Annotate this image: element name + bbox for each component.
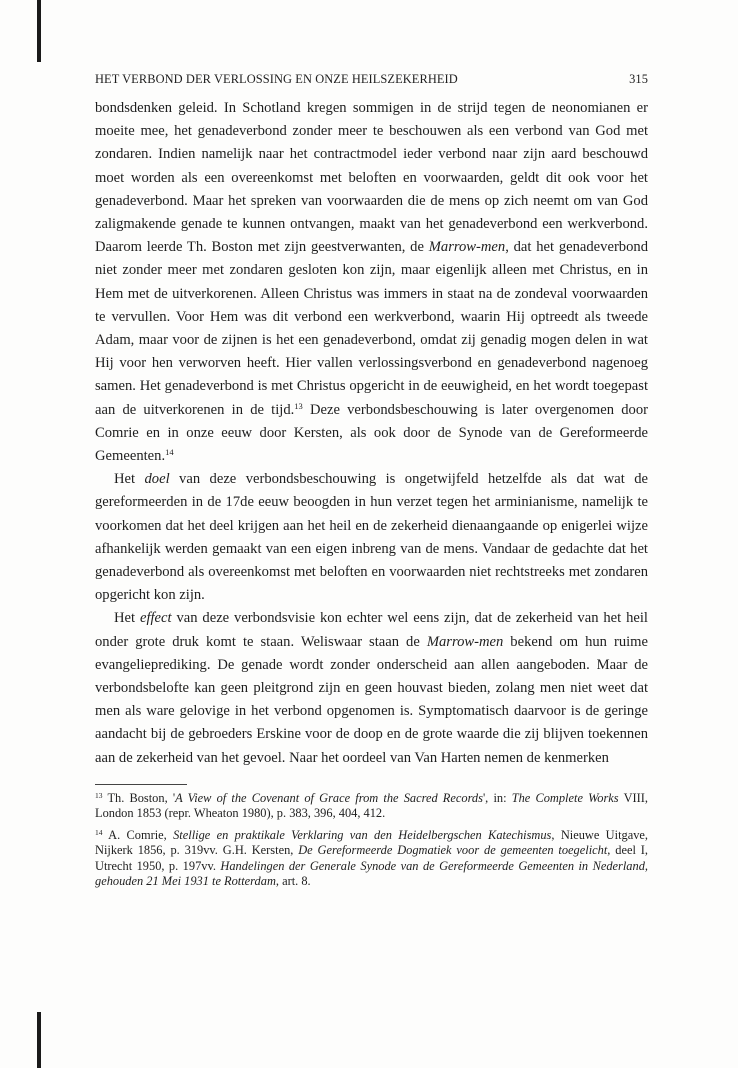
footnote-marker: 13 xyxy=(294,400,303,411)
footnote xyxy=(95,828,648,890)
text-run: Deze verbondsbeschouwing is later overgenomen door Comrie en in onze eeuw door Kersten, als ook door de Synode van de Gereformeerde Gemeenten. xyxy=(95,401,648,465)
italic-text: Marrow-men xyxy=(428,239,506,256)
italic-text: Handelingen der Generale Synode van de Gereformeerde Gemeenten in Nederland, gehouden 21 Mei 1931 te Rotterdam xyxy=(95,858,648,888)
italic-text: doel xyxy=(144,471,170,488)
footnote-marker: 14 xyxy=(95,827,103,837)
text-run: ', in: xyxy=(482,790,512,805)
italic-text: The Complete Works xyxy=(511,790,619,805)
footnote-marker: 14 xyxy=(165,447,174,458)
italic-text: De Gereformeerde Dogmatiek voor de gemeenten toegelicht xyxy=(298,843,608,858)
text-run: , dat het genadeverbond niet zonder meer met zondaren gesloten kon zijn, maar eigenlijk alleen met Christus, en in Hem met de uitverkorenen. Alleen Christus was immers in staat na de zondeval voorwaarden te vervullen. Voor Hem was dit verbond een werkverbond, waarin Hij optreedt als tweede Adam, maar voor de zijnen is het een genadeverbond, omdat zij genadig mogen delen in wat Hij voor hen verworven heeft. Hier vallen verlossingsverbond en genadeverbond nagenoeg samen. Het genadeverbond is met Christus opgericht in de eeuwigheid, en het wordt toegepast aan de uitverkorenen in de tijd. xyxy=(95,239,648,418)
footnote-separator xyxy=(95,784,187,785)
body-text xyxy=(95,97,648,770)
footnote xyxy=(95,791,648,822)
footnote-marker: 13 xyxy=(95,790,103,800)
italic-text: Stellige en praktikale Verklaring van den Heidelbergschen Katechismus xyxy=(173,827,552,842)
text-run: A. Comrie, xyxy=(102,827,174,842)
text-run: Het xyxy=(114,471,145,488)
text-run: bekend om hun ruime evangelieprediking. De genade wordt zonder onderscheid aan allen aangeboden. Maar de verbondsbelofte kan geen pleitgrond zijn en geen houvast bieden, zolang men niet weet dat men als ware gelovige in het verbond opgenomen is. Symptomatisch daarvoor is de geringe aandacht bij de gebroeders Erskine voor de doop en de grote waarde die zij blijven toekennen aan de zekerheid van het gevoel. Naar het oordeel van Van Harten nemen de kenmerken xyxy=(95,633,648,766)
paragraph xyxy=(95,607,648,769)
binding-edge-bottom xyxy=(37,1012,41,1068)
running-header xyxy=(95,72,648,87)
text-run: , Nieuwe Uitgave, Nijkerk 1856, p. 319vv. G.H. Kersten, xyxy=(95,827,648,858)
italic-text: Marrow-men xyxy=(426,633,504,650)
footnotes xyxy=(95,791,648,889)
text-run: van deze verbondsbeschouwing is ongetwijfeld hetzelfde als dat wat de gereformeerden in de 17de eeuw beoogden in hun verzet tegen het arminianisme, namelijk te voorkomen dat het deel krijgen aan het heil en de zekerheid dienaangaande op enigerlei wijze afhankelijk werden gemaakt van een eigen inbreng van de mens. Vandaar de gedachte dat het genadeverbond als overeenkomst met beloften en voorwaarden niet rechtstreeks met zondaren opgericht kon zijn. xyxy=(95,471,648,604)
binding-edge-top xyxy=(37,0,41,62)
text-run: bondsdenken geleid. In Schotland kregen sommigen in de strijd tegen de neonomianen er moeite mee, het genadeverbond zonder meer te beschouwen als een verbond van God met zondaren. Indien namelijk naar het contractmodel ieder verbond naar zijn aard beschouwd moet worden als een overeenkomst met beloften en voorwaarden, geldt dit ook voor het genadeverbond. Maar het spreken van voorwaarden die de mens op zich neemt om van God zaligmakende genade te kunnen ontvangen, maakt van het genadeverbond een werkverbond. Daarom leerde Th. Boston met zijn geestverwanten, de xyxy=(95,100,648,256)
text-run: , deel I, Utrecht 1950, p. 197vv. xyxy=(95,843,648,873)
text-run: , art. 8. xyxy=(275,873,311,888)
paragraph xyxy=(95,468,648,607)
text-run: VIII, London 1853 (repr. Wheaton 1980), p. 383, 396, 404, 412. xyxy=(95,790,648,821)
book-page xyxy=(95,72,648,895)
text-run: Het xyxy=(114,610,140,627)
italic-text: A View of the Covenant of Grace from the Sacred Records xyxy=(175,790,483,805)
paragraph xyxy=(95,97,648,468)
running-title: HET VERBOND DER VERLOSSING EN ONZE HEILSZEKERHEID xyxy=(95,72,458,86)
text-run: van deze verbondsvisie kon echter wel eens zijn, dat de zekerheid van het heil onder grote druk komt te staan. Weliswaar staan de xyxy=(95,610,648,650)
italic-text: effect xyxy=(139,610,172,627)
page-number: 315 xyxy=(629,72,648,86)
text-run: Th. Boston, ' xyxy=(102,790,176,805)
